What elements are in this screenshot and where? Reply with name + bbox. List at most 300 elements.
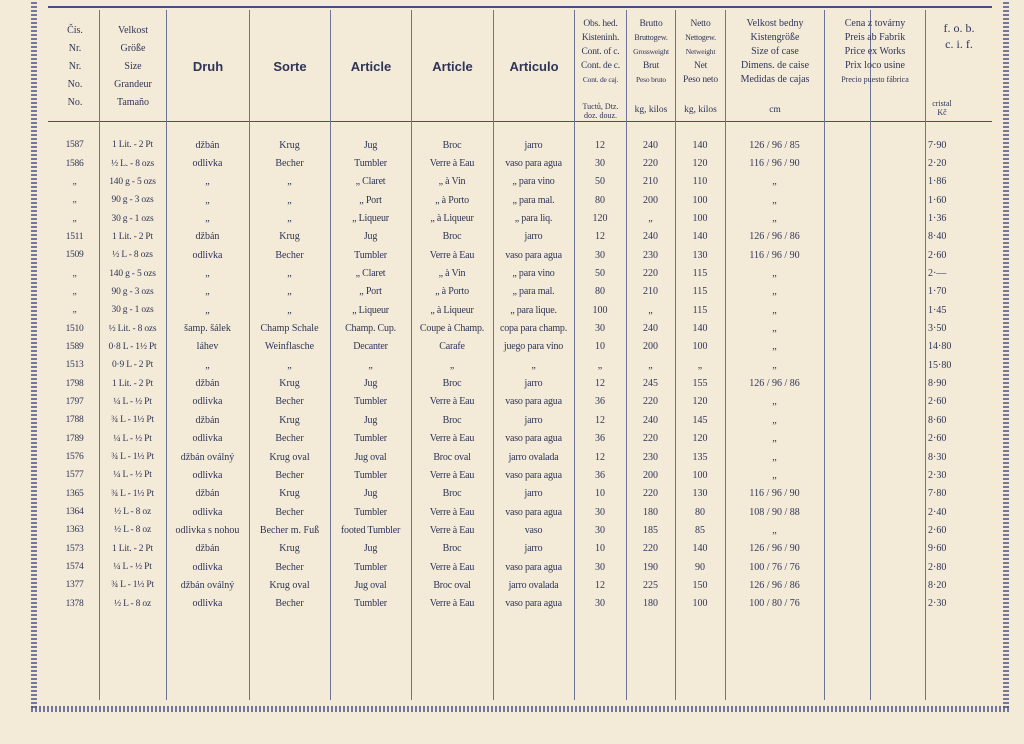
cell-price: 8·20: [928, 579, 947, 591]
cell-contents: 120: [592, 213, 608, 225]
top-rule: [48, 6, 992, 8]
cell-article-en: Tumbler: [354, 433, 387, 445]
cell-contents: 36: [595, 469, 605, 481]
cell-brutto: 180: [643, 506, 658, 518]
cell-articulo: vaso para agua: [505, 249, 562, 261]
cell-size: ¾ L - 1½ Pt: [111, 580, 154, 591]
cell-brutto: 200: [643, 469, 658, 481]
cell-price: 1·70: [928, 286, 947, 298]
cell-netto: 140: [692, 231, 708, 243]
cell-case-size: 108 / 90 / 88: [749, 506, 800, 518]
cell-article-fr: Verre à Eau: [429, 561, 475, 573]
cell-article-en: Jug: [363, 488, 378, 500]
cell-brutto: 240: [643, 414, 658, 426]
cell-article-fr: Broc oval: [433, 579, 471, 591]
header-no-de: Nr.: [68, 43, 82, 54]
cell-case-size: „: [772, 176, 777, 188]
cell-druh: „: [205, 268, 210, 280]
cell-article-fr: Broc: [442, 543, 462, 555]
cell-brutto: 230: [643, 249, 658, 261]
cell-brutto: 245: [643, 378, 658, 390]
header-size-de: Größe: [120, 43, 146, 54]
cell-articulo: vaso para agua: [505, 469, 562, 481]
cell-case-size: „: [772, 414, 777, 426]
cell-size: 140 g - 5 ozs: [109, 268, 156, 279]
cell-contents: 30: [595, 506, 605, 518]
cell-price: 7·80: [928, 488, 947, 500]
cell-size: ¼ L - ½ Pt: [113, 470, 152, 481]
cell-article-fr: „ à Porto: [435, 194, 469, 206]
cell-druh: džbán: [195, 139, 220, 151]
cell-case-size: „: [772, 304, 777, 316]
cell-price: 1·45: [928, 304, 947, 316]
cell-sorte: Becher: [275, 506, 304, 518]
header-fob-line: f. o. b.: [943, 21, 975, 35]
cell-contents: 10: [595, 543, 605, 555]
cell-price: 2·60: [928, 433, 947, 445]
cell-netto: 115: [692, 268, 708, 280]
cell-netto: 140: [692, 323, 708, 335]
header-price-es: Precio puesto fábrica: [841, 75, 909, 84]
cell-contents: 30: [595, 524, 605, 536]
cell-druh: džbán: [195, 414, 220, 426]
header-case-es: Medidas de cajas: [740, 74, 810, 85]
cell-price: 7·90: [928, 139, 947, 151]
cell-price: 9·60: [928, 543, 947, 555]
cell-article-en: „: [368, 359, 373, 371]
header-netto-de: Nettogew.: [685, 33, 716, 42]
cell-article-fr: Broc oval: [433, 451, 471, 463]
cell-case-size: „: [772, 451, 777, 463]
table-row: [50, 393, 970, 411]
table-row: [50, 173, 970, 191]
cell-netto: 130: [692, 249, 708, 261]
cell-contents: 50: [595, 268, 605, 280]
header-no-en: Nr.: [68, 61, 82, 72]
cell-case-size: „: [772, 396, 777, 408]
table-row: [50, 540, 970, 558]
cell-druh: džbán: [195, 378, 220, 390]
cell-article-en: Jug oval: [354, 451, 387, 463]
cell-size: ¾ L - 1½ Pt: [111, 452, 154, 463]
cell-size: 0·8 L - 1½ Pt: [108, 341, 157, 352]
cell-article-en: Tumbler: [354, 506, 387, 518]
price-unit-line2: Kč: [937, 108, 947, 117]
header-price-en: Price ex Works: [844, 46, 906, 57]
cell-case-size: „: [772, 359, 777, 371]
header-contents-en: Cont. of c.: [581, 47, 620, 57]
cell-price: 2·30: [928, 598, 947, 610]
cell-articulo: vaso para agua: [505, 598, 562, 610]
cell-contents: 12: [595, 451, 605, 463]
cell-size: ¼ L - ½ Pt: [113, 396, 152, 407]
cell-contents: 30: [595, 249, 605, 261]
cell-case-size: „: [772, 286, 777, 298]
cell-article-fr: Coupe à Champ.: [419, 323, 485, 335]
cell-articulo: „ para mal.: [512, 286, 555, 298]
cell-size: ¾ L - 1½ Pt: [111, 488, 154, 499]
cell-no: „: [72, 286, 77, 297]
cell-druh: odlivka: [192, 561, 223, 573]
cell-no: 1797: [65, 396, 84, 407]
table-row: [50, 503, 970, 521]
cell-article-en: Tumbler: [354, 158, 387, 170]
cell-druh: „: [205, 304, 210, 316]
cell-case-size: „: [772, 341, 777, 353]
cell-netto: 145: [692, 414, 708, 426]
cell-druh: odlivka: [192, 433, 223, 445]
cell-size: 1 Lit. - 2 Pt: [112, 140, 153, 151]
table-row: [50, 356, 970, 374]
cell-contents: 36: [595, 433, 605, 445]
table-row: [50, 301, 970, 319]
header-rule: [48, 121, 992, 122]
header-netto: [676, 17, 725, 87]
header-no: [52, 22, 98, 112]
cell-druh: džbán: [195, 543, 220, 555]
cell-brutto: 220: [643, 158, 658, 170]
cell-sorte: Becher: [275, 249, 304, 261]
cell-contents: 12: [595, 579, 605, 591]
cell-sorte: Krug oval: [269, 451, 310, 463]
header-case-unit: cm: [769, 105, 781, 115]
cell-netto: 100: [692, 341, 708, 353]
cell-case-size: „: [772, 323, 777, 335]
cell-price: 2·60: [928, 249, 947, 261]
header-fob: [934, 20, 984, 52]
contents-unit-line2: doz. douz.: [583, 111, 618, 120]
ornamental-border-bottom: [31, 706, 1009, 712]
cell-article-en: „ Claret: [355, 268, 386, 280]
cell-case-size: „: [772, 469, 777, 481]
table-row: [50, 228, 970, 246]
cell-articulo: „ para lique.: [510, 304, 557, 316]
cell-articulo: jarro: [524, 488, 543, 500]
cell-articulo: juego para vino: [503, 341, 564, 353]
header-articulo: Articulo: [509, 59, 559, 74]
header-case-fr: Dimens. de caise: [740, 60, 810, 71]
cell-price: 1·60: [928, 194, 947, 206]
cell-articulo: vaso: [524, 524, 543, 536]
cell-sorte: Krug oval: [269, 579, 310, 591]
cell-druh: „: [205, 286, 210, 298]
header-brutto-es: Peso bruto: [636, 75, 666, 84]
contents-unit-line1: Tuctů, Dtz.: [582, 102, 619, 111]
cell-article-fr: Verre à Eau: [429, 433, 475, 445]
cell-case-size: 116 / 96 / 90: [749, 488, 800, 500]
cell-brutto: 200: [643, 194, 658, 206]
cell-brutto: 240: [643, 139, 658, 151]
cell-netto: 130: [692, 488, 708, 500]
cell-brutto: 225: [643, 579, 658, 591]
cell-article-en: Jug: [363, 414, 378, 426]
cell-articulo: jarro: [524, 543, 543, 555]
cell-case-size: 100 / 80 / 76: [749, 598, 800, 610]
cell-contents: 12: [595, 139, 605, 151]
cell-article-fr: „ à Vin: [438, 176, 466, 188]
cell-netto: 120: [692, 158, 708, 170]
cell-price: 8·30: [928, 451, 947, 463]
cell-case-size: 126 / 96 / 86: [749, 579, 800, 591]
cell-size: ½ L - 8 oz: [114, 598, 151, 609]
cell-size: 1 Lit. - 2 Pt: [112, 543, 153, 554]
cell-druh: džbán oválný: [180, 579, 235, 591]
cell-sorte: Becher: [275, 598, 304, 610]
cell-sorte: „: [287, 194, 292, 206]
cell-case-size: 100 / 76 / 76: [749, 561, 800, 573]
header-netto-fr: Net: [693, 61, 708, 71]
cell-price: 2·—: [928, 268, 947, 280]
header-case-de: Kistengröße: [750, 32, 800, 43]
cell-case-size: 126 / 96 / 90: [749, 543, 800, 555]
cell-sorte: Krug: [279, 231, 300, 243]
cell-sorte: „: [287, 268, 292, 280]
cell-articulo: jarro: [524, 139, 543, 151]
cell-brutto: 180: [643, 598, 658, 610]
header-sorte: Sorte: [273, 59, 307, 74]
cell-article-en: Jug: [363, 543, 378, 555]
cell-articulo: „ para liq.: [514, 213, 553, 225]
cell-article-en: footed Tumbler: [340, 524, 401, 536]
cell-article-fr: Broc: [442, 414, 462, 426]
cell-contents: 36: [595, 396, 605, 408]
cell-articulo: vaso para agua: [505, 396, 562, 408]
cell-no: 1510: [65, 323, 84, 334]
header-contents-de: Kisteninh.: [581, 33, 620, 43]
cell-article-en: Jug: [363, 231, 378, 243]
header-contents-fr: Cont. de c.: [581, 61, 620, 71]
cell-netto: 100: [692, 469, 708, 481]
cell-price: 2·60: [928, 524, 947, 536]
cell-netto: 135: [692, 451, 708, 463]
cell-no: 1378: [65, 598, 84, 609]
cell-sorte: Krug: [279, 543, 300, 555]
cell-brutto: „: [648, 213, 653, 225]
cell-contents: 30: [595, 323, 605, 335]
header-contents-cz: Obs. hed.: [583, 19, 618, 29]
cell-sorte: Weinflasche: [264, 341, 315, 353]
cell-netto: 120: [692, 433, 708, 445]
header-size: [100, 22, 166, 112]
cell-brutto: „: [648, 359, 653, 371]
cell-article-en: Jug: [363, 378, 378, 390]
cell-case-size: „: [772, 194, 777, 206]
header-price: [825, 17, 925, 87]
cell-price: 8·90: [928, 378, 947, 390]
cell-size: ½ L - 8 oz: [114, 507, 151, 518]
cell-no: 1788: [65, 415, 84, 426]
cell-case-size: „: [772, 213, 777, 225]
cell-sorte: Becher m. Fuß: [259, 524, 320, 536]
cell-netto: 90: [695, 561, 705, 573]
cell-size: ½ Lit. - 8 ozs: [108, 323, 157, 334]
cell-sorte: Becher: [275, 396, 304, 408]
header-no-fr: No.: [67, 79, 83, 90]
cell-brutto: 200: [643, 341, 658, 353]
cell-price: 2·80: [928, 561, 947, 573]
cell-article-fr: Broc: [442, 231, 462, 243]
cell-contents: 12: [595, 414, 605, 426]
cell-size: ½ L - 8 oz: [114, 525, 151, 536]
cell-netto: 100: [692, 213, 708, 225]
cell-article-en: Tumbler: [354, 598, 387, 610]
cell-netto: 80: [695, 506, 705, 518]
cell-netto: 120: [692, 396, 708, 408]
cell-sorte: Becher: [275, 158, 304, 170]
cell-brutto: „: [648, 304, 653, 316]
table-row: [50, 466, 970, 484]
cell-druh: džbán oválný: [180, 451, 235, 463]
cell-netto: 85: [695, 524, 705, 536]
cell-druh: „: [205, 359, 210, 371]
cell-sorte: „: [287, 304, 292, 316]
header-size-fr: Grandeur: [114, 79, 152, 90]
cell-no: 1511: [65, 231, 84, 242]
cell-no: 1798: [65, 378, 84, 389]
cell-contents: 80: [595, 194, 605, 206]
cell-netto: 100: [692, 598, 708, 610]
table-row: [50, 154, 970, 172]
cell-article-fr: „ à Porto: [435, 286, 469, 298]
cell-netto: 140: [692, 139, 708, 151]
header-brutto-unit: kg, kilos: [634, 105, 668, 115]
cell-no: 1789: [65, 433, 84, 444]
table-row: [50, 246, 970, 264]
cell-druh: odlivka: [192, 506, 223, 518]
cell-no: 1576: [65, 452, 84, 463]
cell-sorte: „: [287, 213, 292, 225]
cell-druh: odlivka: [192, 469, 223, 481]
header-contents: [575, 17, 626, 87]
cell-contents: 30: [595, 598, 605, 610]
cell-case-size: „: [772, 524, 777, 536]
header-cif-line: c. i. f.: [945, 37, 973, 51]
cell-size: 0·9 L - 2 Pt: [111, 360, 154, 371]
cell-size: ½ L. - 8 ozs: [111, 158, 154, 169]
header-price-fr: Prix loco usine: [845, 60, 905, 71]
cell-article-fr: „: [449, 359, 455, 371]
cell-no: 1574: [65, 562, 84, 573]
cell-articulo: jarro: [524, 414, 543, 426]
ornamental-border-right: [1003, 2, 1009, 708]
header-druh: Druh: [192, 59, 224, 74]
table-row: [50, 338, 970, 356]
cell-brutto: 190: [643, 561, 658, 573]
cell-no: „: [72, 176, 77, 187]
cell-case-size: „: [772, 268, 777, 280]
cell-no: „: [72, 195, 77, 206]
table-row: [50, 209, 970, 227]
header-article-fr: Article: [432, 59, 473, 74]
cell-price: 3·50: [928, 323, 947, 335]
table-row: [50, 521, 970, 539]
cell-size: 140 g - 5 ozs: [109, 176, 156, 187]
cell-articulo: jarro: [524, 231, 543, 243]
table-row: [50, 576, 970, 594]
cell-contents: „: [597, 359, 603, 371]
header-netto-unit: kg, kilos: [684, 105, 717, 115]
cell-no: 1364: [65, 507, 84, 518]
cell-size: 90 g - 3 ozs: [111, 286, 154, 297]
cell-article-fr: Broc: [442, 139, 462, 151]
cell-article-fr: Verre à Eau: [429, 249, 475, 261]
cell-article-en: Tumbler: [354, 469, 387, 481]
header-price-cz: Cena z továrny: [844, 18, 906, 29]
cell-netto: 150: [692, 579, 708, 591]
cell-contents: 12: [595, 231, 605, 243]
cell-brutto: 185: [643, 524, 658, 536]
cell-contents: 50: [595, 176, 605, 188]
cell-articulo: vaso para agua: [505, 158, 562, 170]
cell-article-en: Tumbler: [354, 396, 387, 408]
cell-brutto: 220: [643, 268, 658, 280]
cell-contents: 30: [595, 561, 605, 573]
cell-no: 1509: [65, 250, 84, 261]
cell-case-size: 126 / 96 / 86: [749, 378, 800, 390]
cell-no: 1363: [65, 525, 84, 536]
cell-article-en: Tumbler: [354, 249, 387, 261]
cell-sorte: Becher: [275, 469, 304, 481]
header-brutto-en: Grossweight: [633, 47, 669, 56]
cell-article-en: „ Port: [359, 194, 382, 206]
cell-netto: 100: [692, 194, 708, 206]
cell-brutto: 210: [643, 286, 658, 298]
cell-druh: džbán: [195, 488, 220, 500]
table-row: [50, 595, 970, 613]
cell-size: 30 g - 1 ozs: [111, 213, 154, 224]
cell-article-fr: Verre à Eau: [429, 506, 475, 518]
cell-no: 1589: [65, 341, 84, 352]
cell-netto: 110: [692, 176, 708, 188]
cell-article-en: „ Liqueur: [352, 213, 389, 225]
cell-druh: odlivka: [192, 249, 223, 261]
cell-no: 1587: [65, 140, 84, 151]
cell-sorte: Krug: [279, 414, 300, 426]
cell-size: ¼ L - ½ Pt: [113, 562, 152, 573]
cell-article-fr: Verre à Eau: [429, 469, 475, 481]
header-no-cz: Čís.: [67, 25, 83, 36]
cell-contents: 10: [595, 488, 605, 500]
cell-case-size: 116 / 96 / 90: [749, 158, 800, 170]
header-size-en: Size: [124, 61, 142, 72]
table-row: [50, 264, 970, 282]
cell-article-en: Jug oval: [354, 579, 387, 591]
cell-no: 1577: [65, 470, 84, 481]
cell-case-size: 126 / 96 / 86: [749, 231, 800, 243]
header-article-en: Article: [350, 59, 392, 74]
cell-price: 2·20: [928, 158, 947, 170]
cell-no: 1513: [65, 360, 84, 371]
cell-price: 8·60: [928, 414, 947, 426]
cell-brutto: 220: [643, 396, 658, 408]
table-row: [50, 191, 970, 209]
cell-articulo: jarro ovalada: [508, 451, 559, 463]
header-brutto-cz: Brutto: [639, 19, 663, 29]
cell-netto: 155: [692, 378, 708, 390]
table-row: [50, 430, 970, 448]
header-price-unit: [926, 99, 958, 117]
header-brutto-de: Bruttogew.: [634, 33, 668, 42]
cell-brutto: 220: [643, 488, 658, 500]
cell-size: 90 g - 3 ozs: [111, 195, 154, 206]
cell-sorte: „: [287, 286, 292, 298]
table-row: [50, 136, 970, 154]
cell-price: 8·40: [928, 231, 947, 243]
cell-brutto: 220: [643, 543, 658, 555]
cell-price: 1·36: [928, 213, 947, 225]
cell-sorte: Becher: [275, 561, 304, 573]
cell-druh: „: [205, 194, 210, 206]
